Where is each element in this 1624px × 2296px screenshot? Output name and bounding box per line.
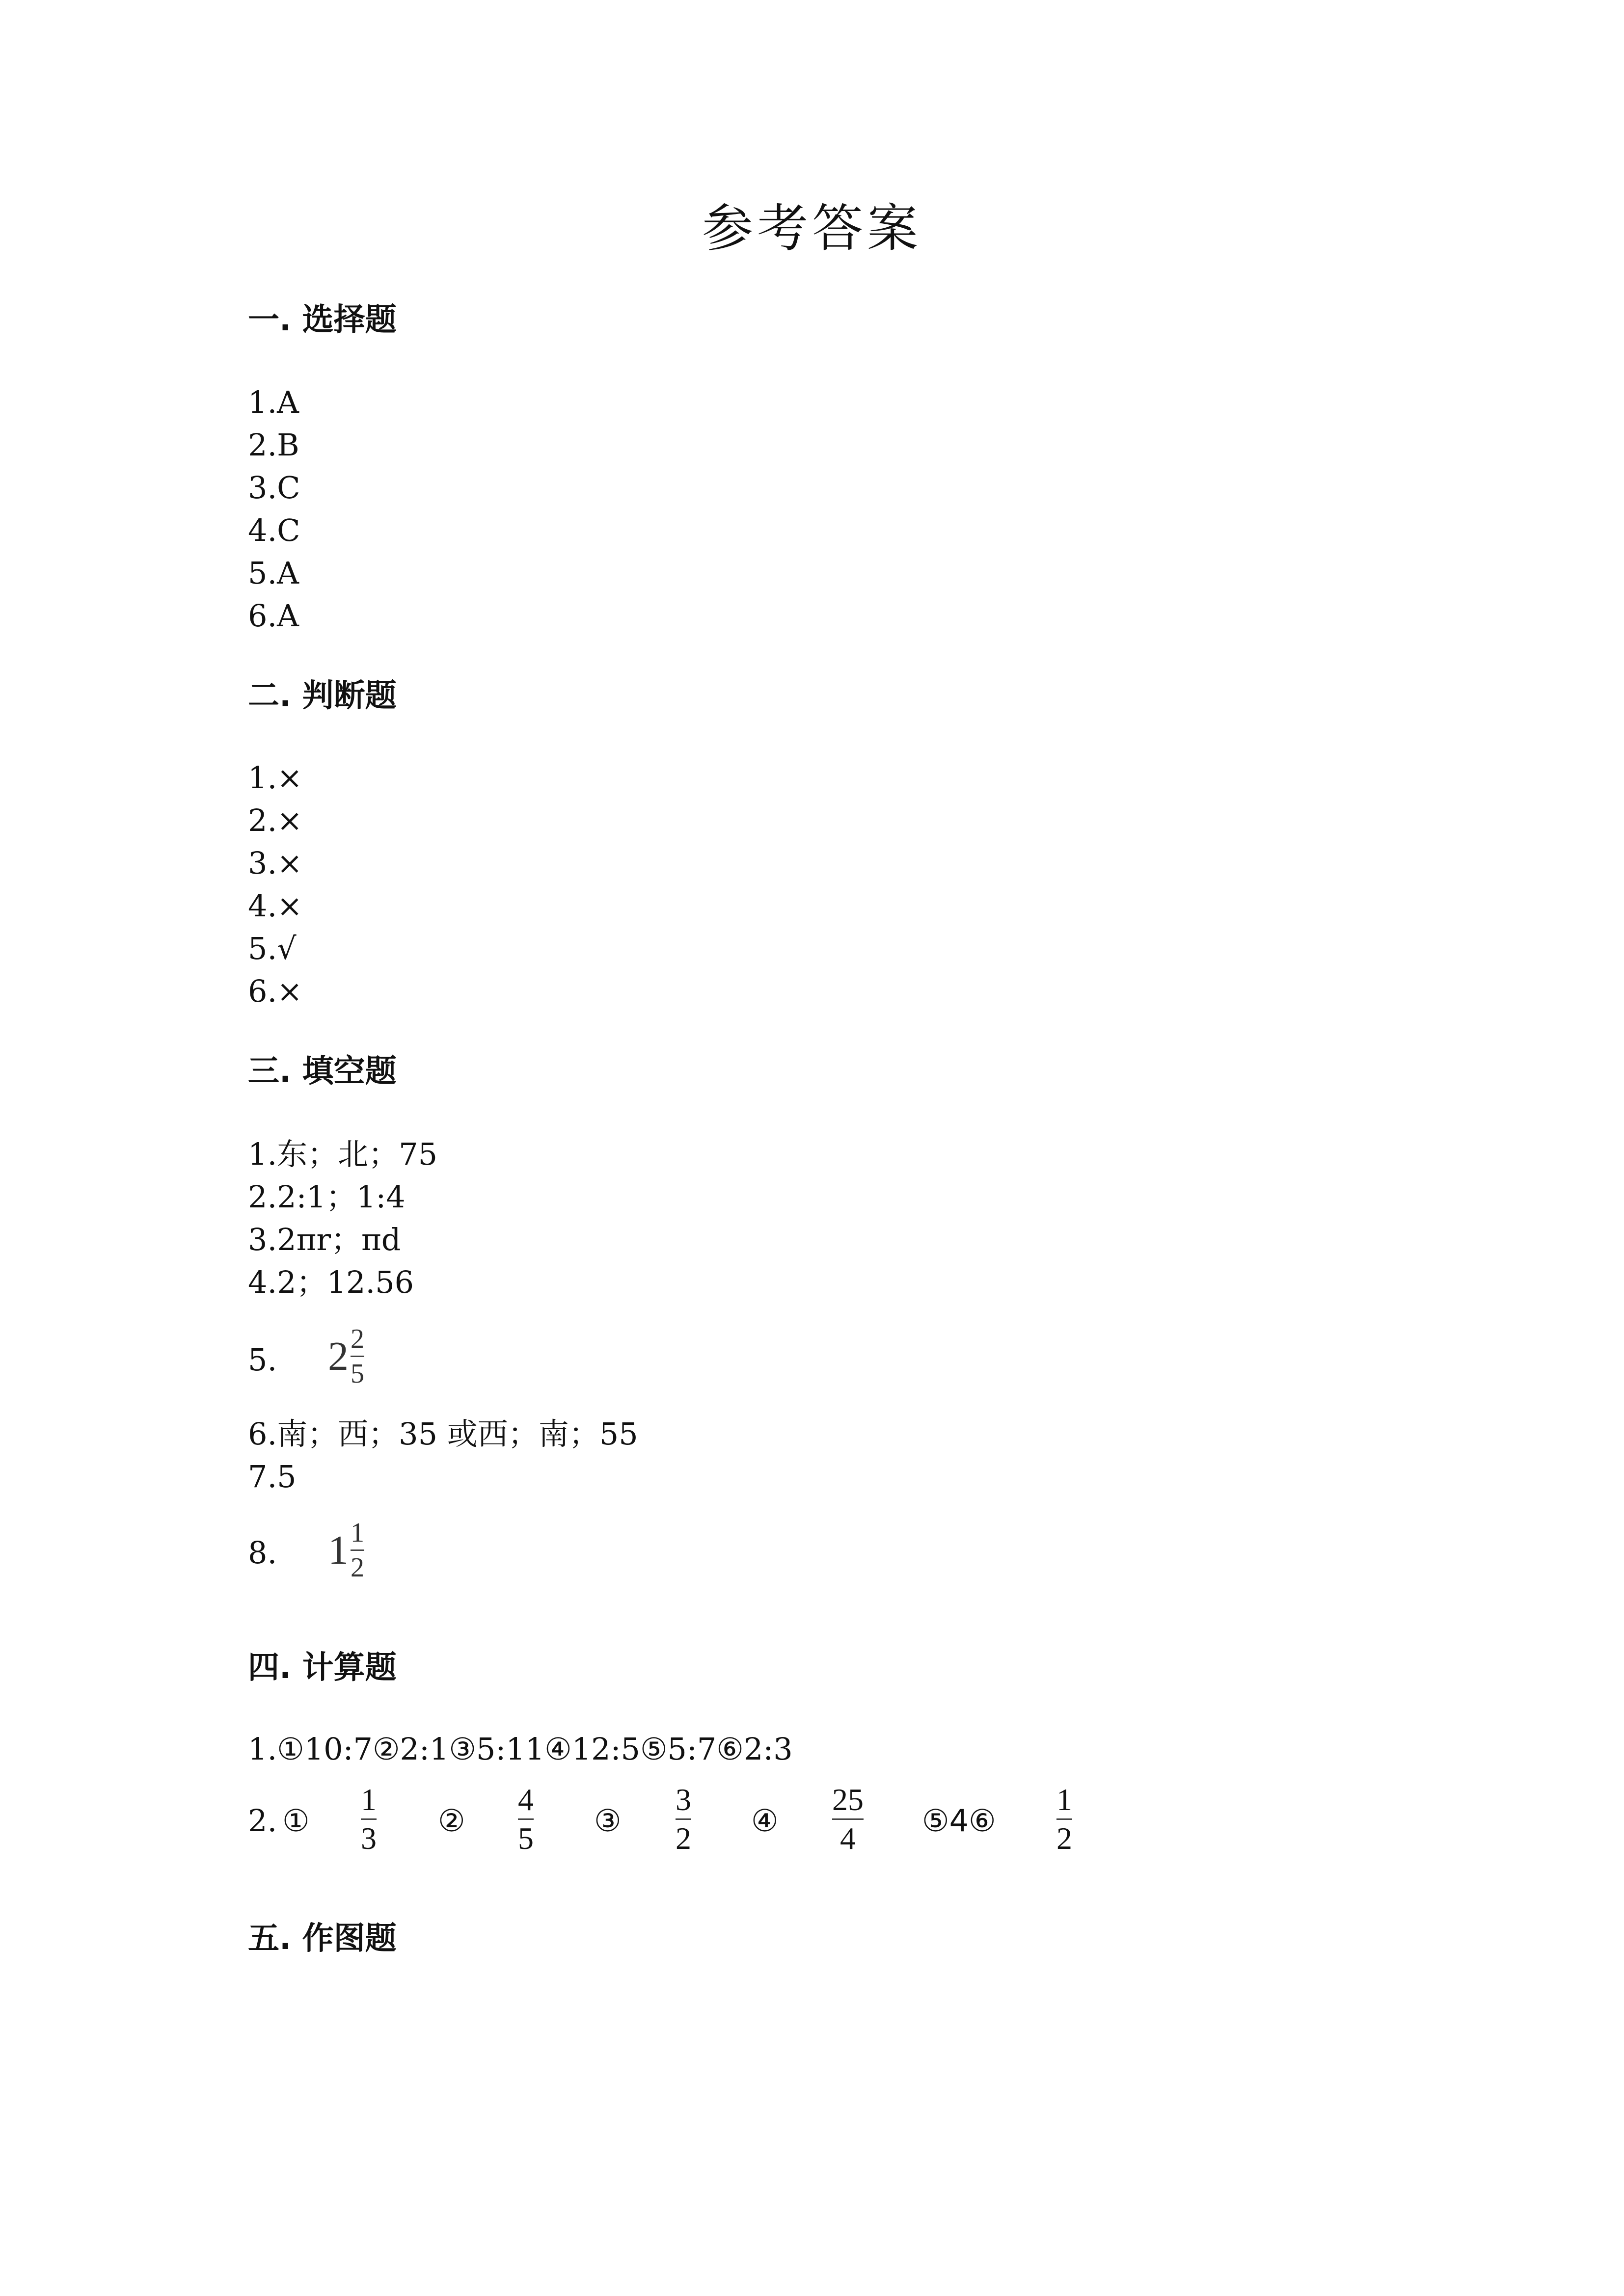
item-answer: × [277,888,303,924]
fraction-bar [361,1818,377,1820]
fraction-numerator: 1 [361,1782,377,1817]
item-answer: × [277,973,303,1009]
section-heading-fill-blank: 三. 填空题 [248,1053,397,1090]
fraction [351,1325,364,1388]
fraction-bar [832,1818,864,1820]
item-answer: 2:1；1:4 [277,1179,406,1215]
fraction-denominator: 4 [840,1821,856,1856]
item-answer: 2；12.56 [277,1264,414,1300]
item-number: 1. [248,1136,277,1172]
fraction-denominator: 5 [351,1359,364,1389]
item-number: 4. [248,512,277,548]
list-item [248,426,299,465]
item-number: 8. [248,1535,277,1571]
fraction-whole: 1 [328,1527,349,1573]
item-answer: 5 [277,1459,297,1495]
item-answer: A [277,555,299,591]
list-item [248,929,297,968]
list-item [248,1415,638,1454]
part-label: ⑤4⑥ [922,1803,996,1839]
fraction-numerator: 25 [832,1782,864,1817]
list-item [248,886,302,926]
fraction-numerator: 4 [518,1782,534,1817]
item-number: 1. [248,760,277,796]
item-number: 4. [248,888,277,924]
fraction-numerator: 3 [676,1782,691,1817]
fraction [676,1784,691,1854]
fraction-numerator: 1 [1056,1782,1072,1817]
list-item [248,1340,277,1380]
list-item [248,1177,406,1217]
fraction-bar [351,1549,364,1551]
part-label: ④ [751,1803,779,1839]
item-answer: C [277,512,300,548]
item-answer: 南；西；35 或西；南；55 [277,1416,638,1452]
fraction-whole: 2 [328,1333,349,1379]
item-answer: √ [277,931,297,966]
fraction-bar [518,1818,534,1820]
list-item [248,554,299,593]
item-answer: 东；北；75 [277,1136,438,1172]
list-item [248,596,299,636]
item-number: 2. [248,1803,277,1839]
fraction-denominator: 3 [361,1821,377,1856]
item-number: 3. [248,1222,277,1257]
item-number: 2. [248,427,277,463]
item-answer: 2πr；πd [277,1222,401,1257]
item-number: 6. [248,598,277,634]
item-answer: ①10:7②2:1③5:11④12:5⑤5:7⑥2:3 [277,1731,793,1767]
section-heading-judgement: 二. 判断题 [248,678,397,714]
mixed-fraction [328,1325,364,1388]
fraction-denominator: 2 [1056,1821,1072,1856]
fraction-numerator: 1 [351,1518,364,1548]
fraction-bar [1056,1818,1072,1820]
fraction [518,1784,534,1854]
list-item [248,468,300,507]
item-number: 2. [248,802,277,838]
part-label: ② [438,1803,465,1839]
mixed-fraction [328,1519,364,1581]
fraction [1056,1784,1072,1854]
item-number: 5. [248,555,277,591]
item-number: 3. [248,470,277,506]
list-item [248,758,302,798]
item-answer: B [277,427,299,463]
item-number: 5. [248,1342,277,1378]
part-label: ① [282,1803,310,1839]
fraction-denominator: 5 [518,1821,534,1856]
fraction [351,1519,364,1581]
item-number: 7. [248,1459,277,1495]
item-number: 4. [248,1264,277,1300]
fraction-denominator: 2 [676,1821,691,1856]
fraction [361,1784,377,1854]
section-heading-drawing: 五. 作图题 [248,1921,397,1957]
page-title: 参考答案 [702,198,922,258]
list-item [248,383,299,422]
item-number: 1. [248,384,277,420]
item-number: 1. [248,1731,277,1767]
item-answer: A [277,598,299,634]
item-number: 6. [248,973,277,1009]
list-item [248,801,302,840]
item-number: 6. [248,1416,277,1452]
item-answer: C [277,470,300,506]
item-number: 3. [248,845,277,881]
fraction-denominator: 2 [351,1552,364,1583]
item-answer: × [277,845,303,881]
list-item [248,972,302,1011]
list-item [248,1135,437,1174]
part-label: ③ [594,1803,622,1839]
list-item [248,844,302,883]
item-number: 5. [248,931,277,966]
item-number: 2. [248,1179,277,1215]
list-item [248,1220,401,1259]
list-item [248,511,300,550]
section-heading-calculation: 四. 计算题 [248,1650,397,1686]
list-item [248,1801,277,1841]
section-heading-choice: 一. 选择题 [248,302,397,338]
item-answer: × [277,760,303,796]
item-answer: A [277,384,299,420]
list-item [248,1730,793,1769]
fraction-numerator: 2 [351,1324,364,1354]
list-item [248,1457,297,1496]
fraction-bar [676,1818,691,1820]
fraction-bar [351,1356,364,1357]
list-item [248,1263,414,1302]
item-answer: × [277,802,303,838]
list-item [248,1533,277,1573]
fraction [832,1784,864,1854]
